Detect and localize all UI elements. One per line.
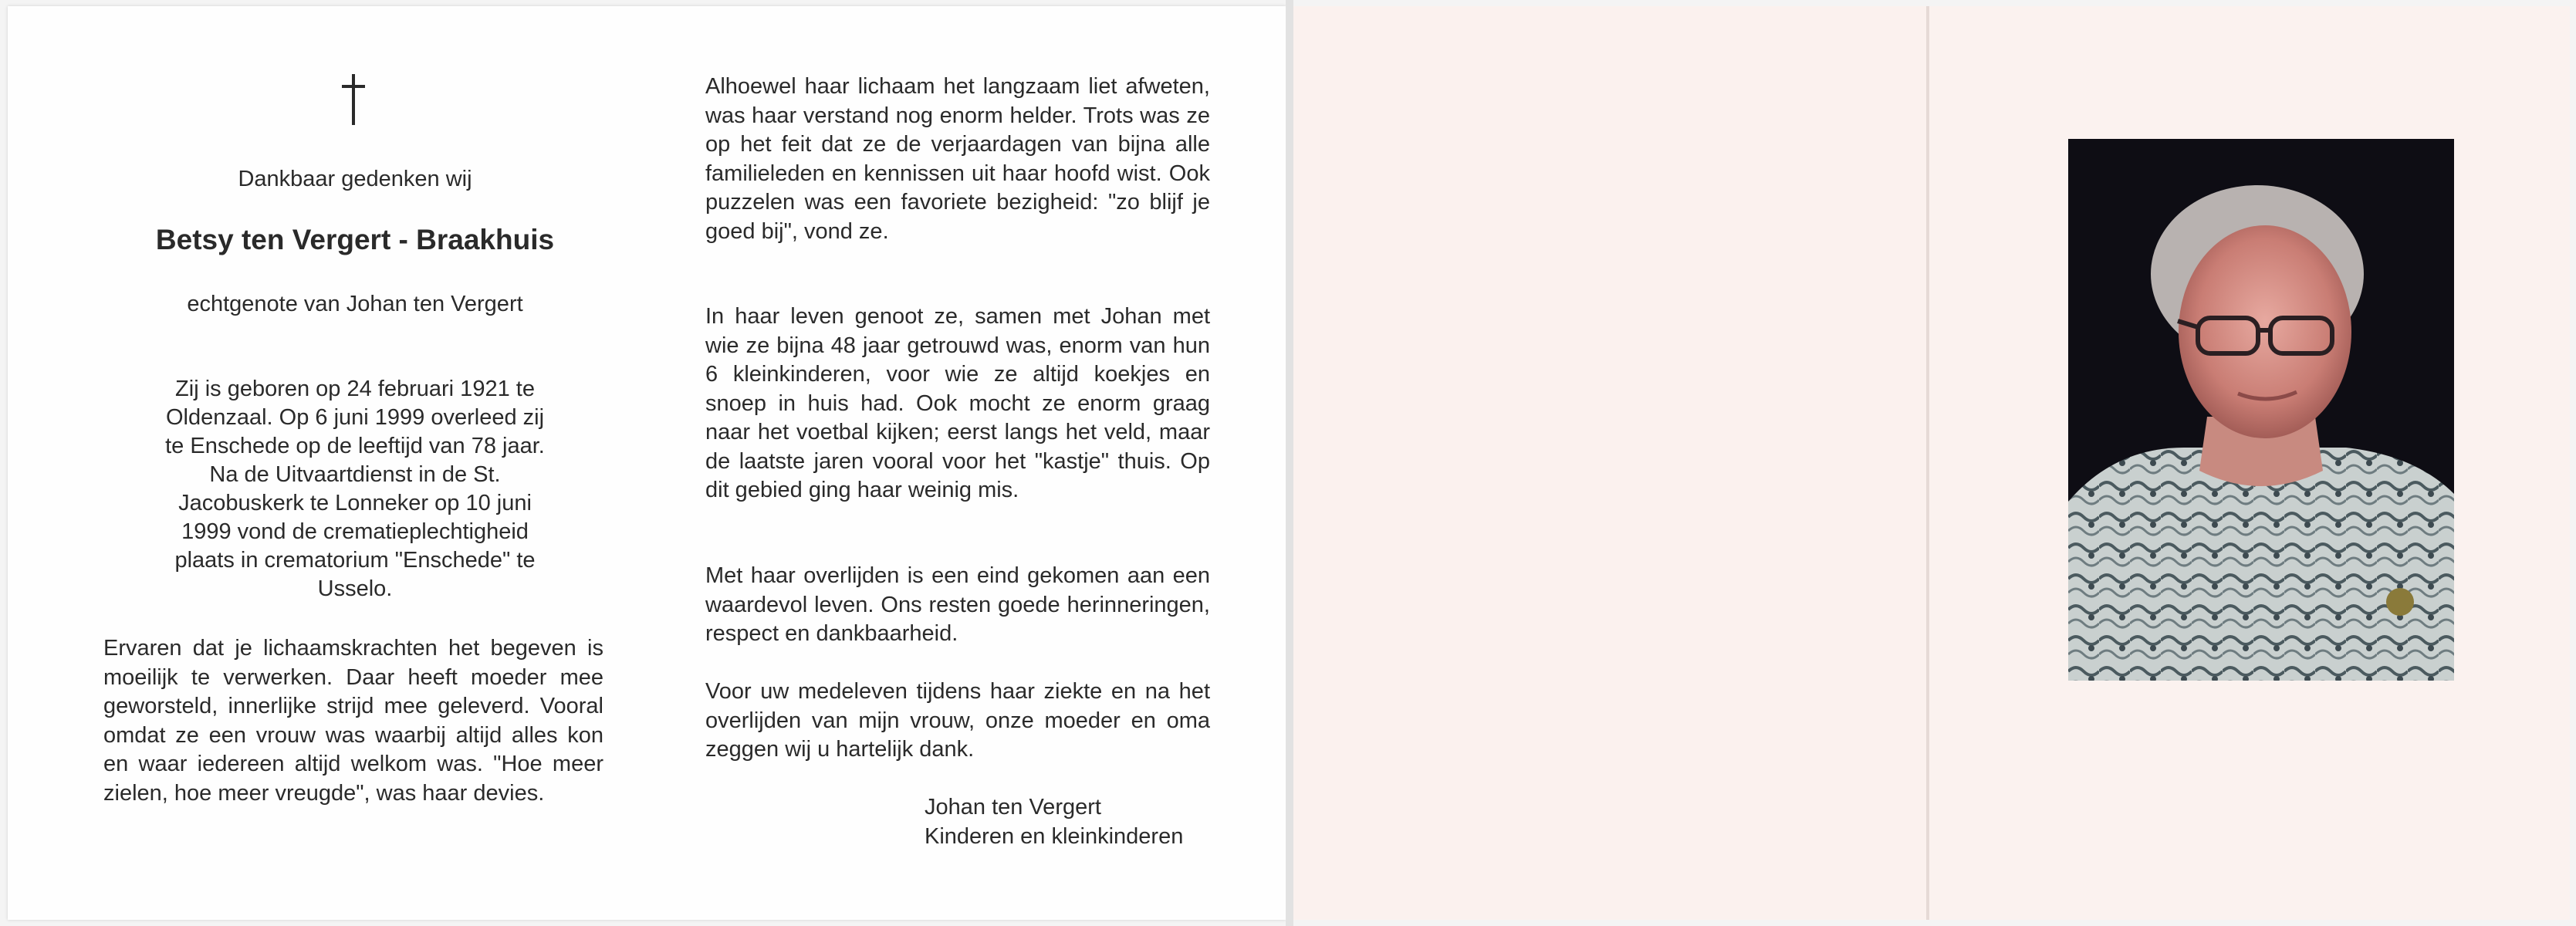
paragraph-right-1: Alhoewel haar lichaam het langzaam liet afweten, was haar verstand nog enorm helder. Trots was ze op het feit dat ze de verjaardagen van bijna alle familieleden en kennissen uit haar hoofd wist. Ook puzzelen was een favoriete bezigheid: "zo blijf je goed bij", vond ze. xyxy=(705,74,1210,244)
intro-text: Dankbaar gedenken wij xyxy=(238,167,472,191)
card-gap xyxy=(1286,0,1293,926)
paragraph-right-4: Voor uw medeleven tijdens haar ziekte en na het overlijden van mijn vrouw, onze moeder en oma zeggen wij u hartelijk dank. xyxy=(705,679,1210,762)
signature-line-1: Johan ten Vergert xyxy=(925,795,1101,820)
paragraph-left: Ervaren dat je lichaamskrachten het begeven is moeilijk te verwerken. Daar heeft moeder mee geworsteld, innerlijke strijd mee geleverd. Vooral omdat ze een vrouw was waarbij altijd alles kon en waar iedereen altijd welkom was. "Hoe meer zielen, hoe meer vreugde", was haar devies. xyxy=(103,636,603,806)
signature xyxy=(925,793,1233,851)
bio-paragraph: Zij is geboren op 24 februari 1921 te Oldenzaal. Op 6 juni 1999 overleed zij te Enschede op de leeftijd van 78 jaar. Na de Uitvaartdienst in de St. Jacobuskerk te Lonneker op 10 juni 1999 vond de crematieplechtigheid plaats in crematorium "Enschede" te Usselo. xyxy=(165,377,545,601)
paragraph-right-3: Met haar overlijden is een eind gekomen aan een waardevol leven. Ons resten goede herinneringen, respect en dankbaarheid. xyxy=(705,563,1210,646)
portrait-photo xyxy=(2068,139,2454,681)
signature-line-2: Kinderen en kleinkinderen xyxy=(925,823,1184,849)
deceased-name: Betsy ten Vergert - Braakhuis xyxy=(155,224,555,255)
spouse-line: echtgenote van Johan ten Vergert xyxy=(187,292,523,316)
cross-icon xyxy=(338,74,369,128)
paragraph-right-2: In haar leven genoot ze, samen met Johan met wie ze bijna 48 jaar getrouwd was, enorm van hun 6 kleinkinderen, voor wie ze altijd koekjes en snoep in huis had. Ook mocht ze enorm graag naar het voetbal kijken; eerst langs het veld, maar de laatste jaren vooral voor het "kastje" thuis. Op dit gebied ging haar weinig mis. xyxy=(705,304,1210,502)
card-outside-left xyxy=(1293,6,1926,920)
